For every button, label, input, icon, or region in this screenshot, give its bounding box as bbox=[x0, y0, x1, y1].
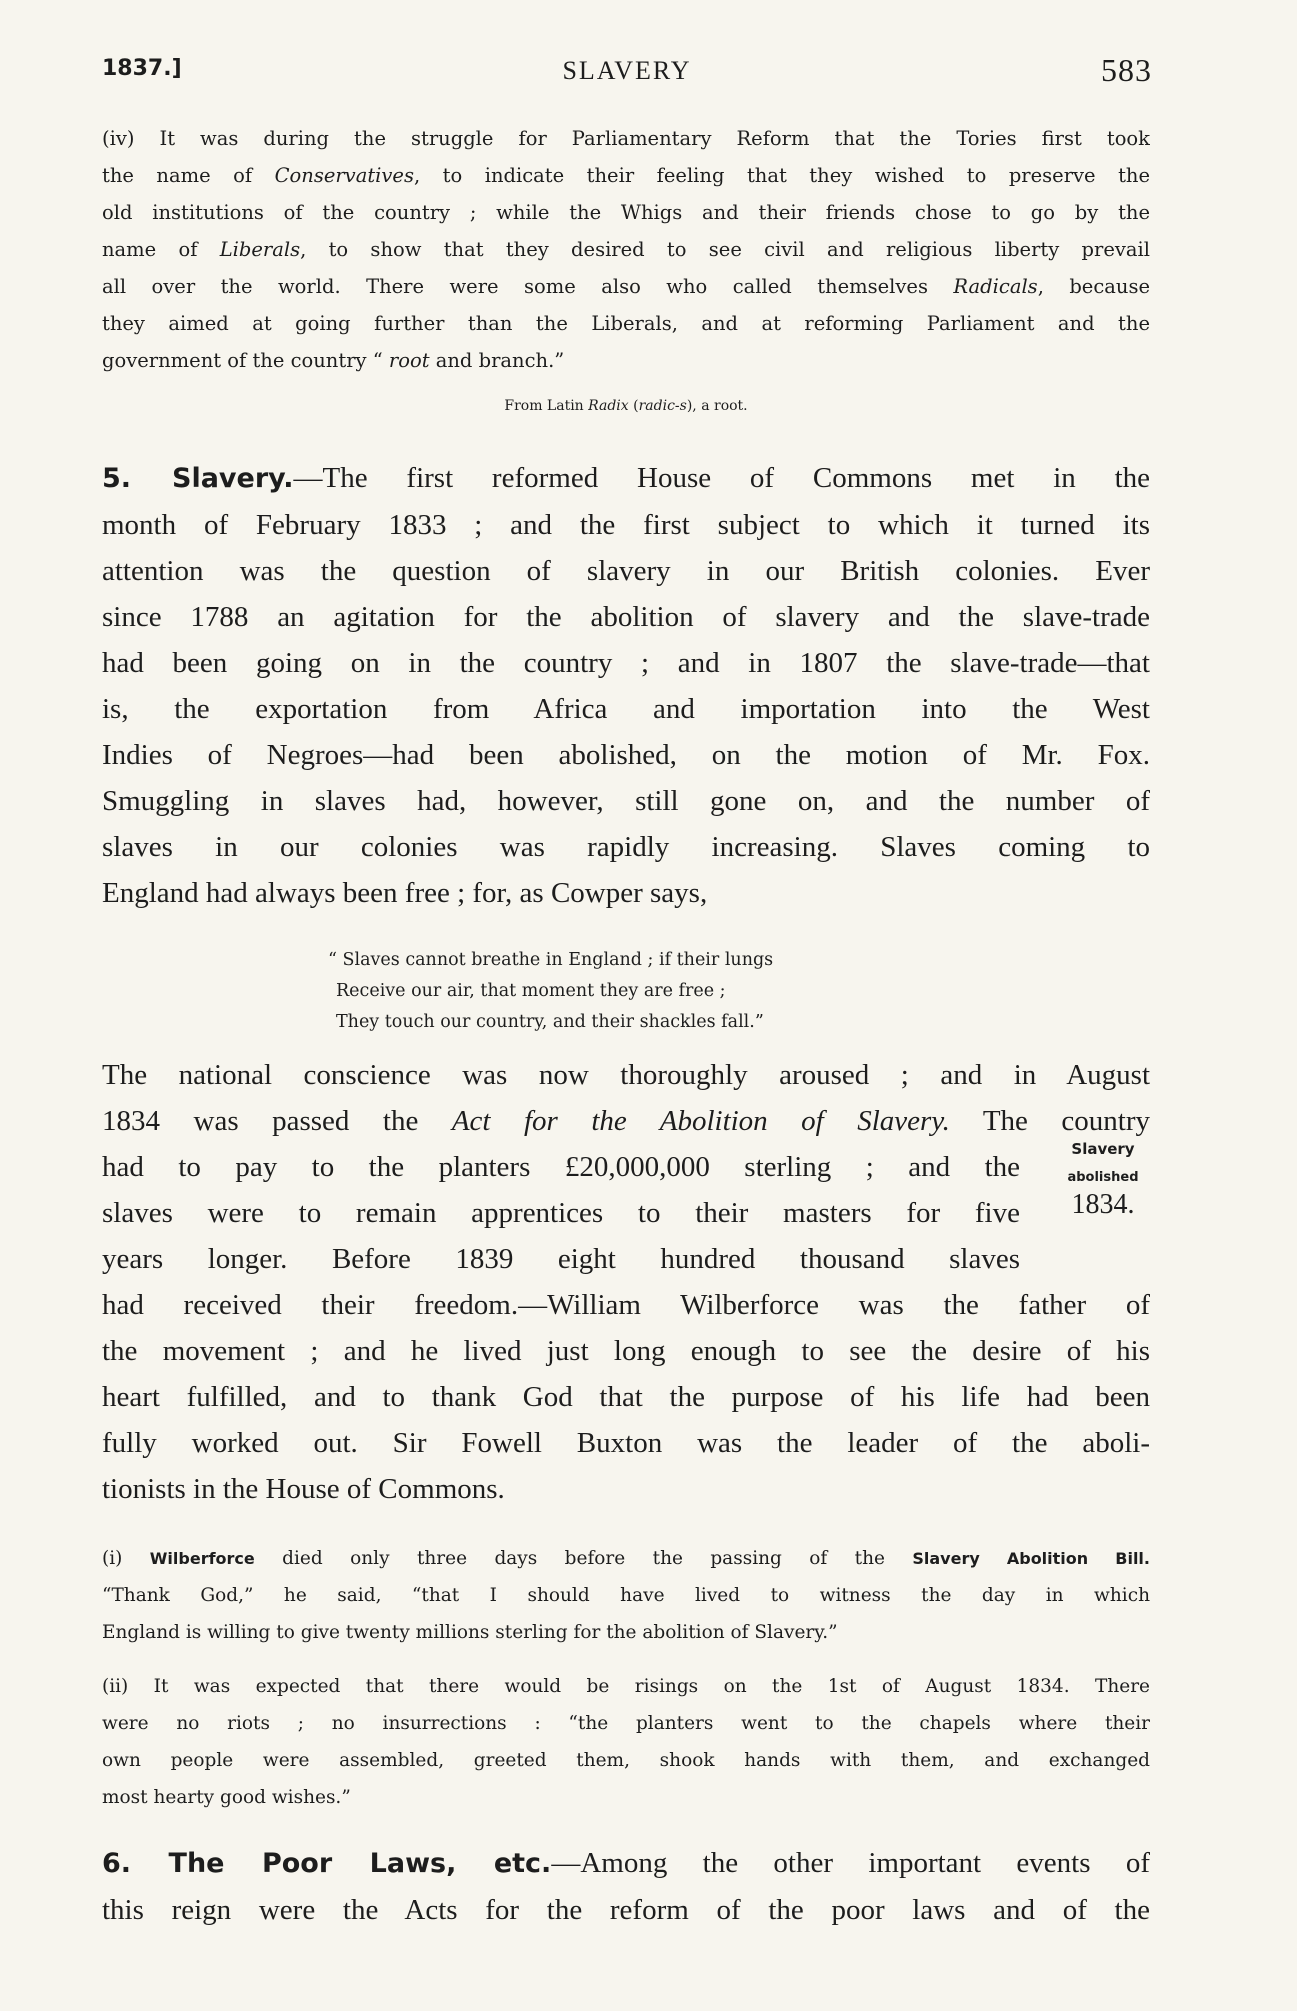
abolition-paragraph: The national conscience was now thoroughly aroused ; and in August 1834 was passed the Act for the Abolition of Slavery. The country had to pay to the planters £20,000,000 sterling ; and the slaves were to remain apprentices to their masters for five years longer. Before 1839 eight hundred thousand slaves had received their freedom.—William Wilberforce was the father of the movement ; and he lived just long enough to see the desire of his heart fulfilled, and to thank God that the purpose of his life had been fully worked out. Sir Fowell Buxton was the leader of the aboli- tionists in the House of Commons. bbox=[102, 1059, 1150, 1505]
page-number: 583 bbox=[1101, 52, 1152, 88]
running-head-title: SLAVERY bbox=[562, 56, 692, 85]
etymology-note: From Latin Radix (radic-s), a root. bbox=[504, 398, 748, 414]
section-6-paragraph: 6. The Poor Laws, etc.—Among the other important events of this reign were the Acts for the reform of the poor laws and of the bbox=[102, 1847, 1150, 1926]
footnote-iv: (iv) It was during the struggle for Parliamentary Reform that the Tories first took the name of Conservatives, to indicate their feeling that they wished to preserve the old institutions of the country ; while the Whigs and their friends chose to go by the name of Liberals, to show that they desired to see civil and religious liberty prevail all over the world. There were some also who called themselves Radicals, because they aimed at going further than the Liberals, and at reforming Parliament and the government of the country “ root and branch.” bbox=[102, 127, 1150, 372]
cowper-quote: “ Slaves cannot breathe in England ; if their lungs Receive our air, that moment they are free ; They touch our country, and their shackles fall.” bbox=[328, 950, 774, 1032]
footnote-ii: (ii) It was expected that there would be risings on the 1st of August 1834. There were no riots ; no insurrections : “the planters went to the chapels where their own people were assembled, greeted them, shook hands with them, and exchanged most hearty good wishes.” bbox=[102, 1676, 1150, 1808]
section-heading-poor-laws: 6. The Poor Laws, etc. bbox=[102, 1848, 552, 1879]
section-heading-slavery: 5. Slavery. bbox=[102, 463, 294, 494]
footnote-i: (i) Wilberforce died only three days before the passing of the Slavery Abolition Bill. “Thank God,” he said, “that I should have lived to witness the day in which England is willing to give twenty millions sterling for the abolition of Slavery.” bbox=[102, 1548, 1150, 1643]
margin-note-slavery-abolished: Slavery abolished 1834. bbox=[1067, 1140, 1139, 1220]
section-5-paragraph: 5. Slavery.—The first reformed House of Commons met in the month of February 1833 ; and the first subject to which it turned its attention was the question of slavery in our British colonies. Ever since 1788 an agitation for the abolition of slavery and the slave-trade had been going on in the country ; and in 1807 the slave-trade—that is, the exportation from Africa and importation into the West Indies of Negroes—had been abolished, on the motion of Mr. Fox. Smuggling in slaves had, however, still gone on, and the number of slaves in our colonies was rapidly increasing. Slaves coming to England had always been free ; for, as Cowper says, bbox=[102, 462, 1150, 909]
running-head-year: 1837.] bbox=[102, 56, 182, 81]
running-head bbox=[102, 52, 1152, 92]
